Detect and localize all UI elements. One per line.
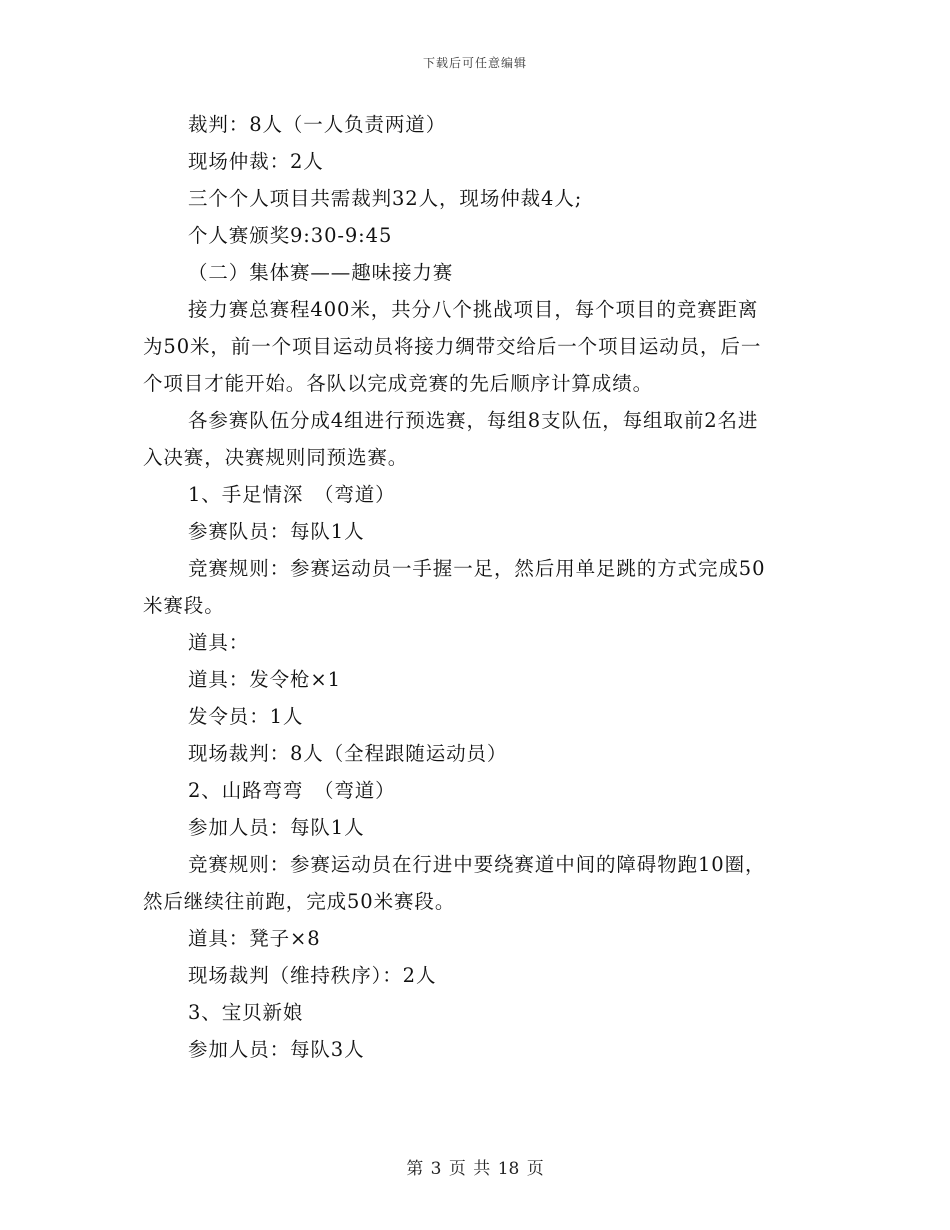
paragraph-line: 接力赛总赛程400米，共分八个挑战项目，每个项目的竞赛距离 xyxy=(188,298,759,321)
paragraph-line: 裁判：8人（一人负责两道） xyxy=(188,113,447,136)
paragraph-line: 现场裁判：8人（全程跟随运动员） xyxy=(188,742,508,765)
paragraph-line: 现场仲裁：2人 xyxy=(188,150,324,173)
paragraph-line: 参加人员：每队1人 xyxy=(188,816,365,839)
item-heading: 2、山路弯弯 （弯道） xyxy=(188,779,396,802)
paragraph-line: 道具：发令枪×1 xyxy=(188,668,341,691)
paragraph-line: 然后继续往前跑，完成50米赛段。 xyxy=(143,890,456,913)
paragraph-line: 为50米，前一个项目运动员将接力绸带交给后一个项目运动员，后一 xyxy=(143,335,762,358)
paragraph-line: 入决赛，决赛规则同预选赛。 xyxy=(143,446,409,469)
paragraph-line: 参赛队员：每队1人 xyxy=(188,520,365,543)
paragraph-line: 道具：凳子×8 xyxy=(188,927,321,950)
item-heading: 3、宝贝新娘 xyxy=(188,1001,304,1024)
document-body xyxy=(143,106,823,1068)
paragraph-line: 参加人员：每队3人 xyxy=(188,1038,365,1061)
paragraph-line: 道具： xyxy=(188,631,250,654)
paragraph-line: 各参赛队伍分成4组进行预选赛，每组8支队伍，每组取前2名进 xyxy=(188,409,759,432)
page-number-footer: 第 3 页 共 18 页 xyxy=(406,1159,544,1179)
paragraph-line: 米赛段。 xyxy=(143,594,225,617)
page-header: 下载后可任意编辑 xyxy=(422,56,527,70)
paragraph-line: 竞赛规则：参赛运动员在行进中要绕赛道中间的障碍物跑10圈， xyxy=(188,853,766,876)
paragraph-line: 发令员：1人 xyxy=(188,705,304,728)
paragraph-line: 个人赛颁奖9:30-9:45 xyxy=(188,224,393,247)
paragraph-line: 个项目才能开始。各队以完成竞赛的先后顺序计算成绩。 xyxy=(143,372,654,395)
paragraph-line: 竞赛规则：参赛运动员一手握一足，然后用单足跳的方式完成50 xyxy=(188,557,766,580)
paragraph-line: 三个个人项目共需裁判32人，现场仲裁4人; xyxy=(188,187,583,210)
paragraph-line: 现场裁判（维持秩序）：2人 xyxy=(188,964,437,987)
section-heading: （二）集体赛——趣味接力赛 xyxy=(188,261,454,284)
item-heading: 1、手足情深 （弯道） xyxy=(188,483,396,506)
